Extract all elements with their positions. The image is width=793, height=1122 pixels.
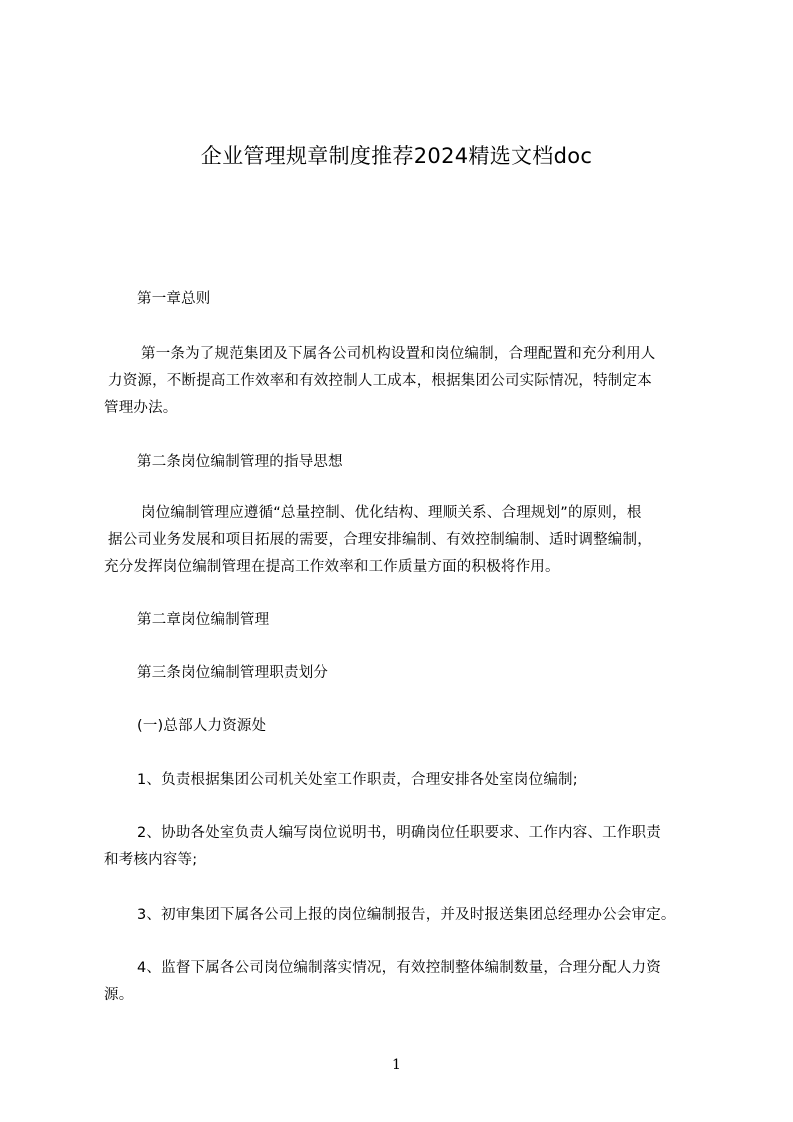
article-1-line-1: 第一条为了规范集团及下属各公司机构设置和岗位编制，合理配置和充分利用人 [141, 346, 656, 362]
article-1-line-2: 力资源，不断提高工作效率和有效控制人工成本，根据集团公司实际情况，特制定本 [108, 373, 652, 389]
section-1-heading: (一)总部人力资源处 [137, 718, 267, 734]
item-3: 3、初审集团下属各公司上报的岗位编制报告，并及时报送集团总经理办公会审定。 [137, 907, 676, 923]
item-2-paragraph [104, 820, 724, 874]
page-number: 1 [392, 1057, 401, 1073]
chapter-2-heading: 第二章岗位编制管理 [137, 612, 270, 628]
article-3-heading: 第三条岗位编制管理职责划分 [137, 665, 329, 681]
chapter-1-heading: 第一章总则 [137, 291, 211, 307]
article-2-line-3: 充分发挥岗位编制管理在提高工作效率和工作质量方面的积极将作用。 [104, 559, 560, 575]
item-1: 1、负责根据集团公司机关处室工作职责，合理安排各处室岗位编制; [137, 772, 578, 788]
article-2-line-2: 据公司业务发展和项目拓展的需要，合理安排编制、有效控制编制、适时调整编制， [108, 532, 652, 548]
article-2-line-1: 岗位编制管理应遵循“总量控制、优化结构、理顺关系、合理规划”的原则，根 [141, 505, 642, 521]
article-2-paragraph [104, 500, 724, 581]
article-1-paragraph [104, 341, 724, 422]
item-4-line-1: 4、监督下属各公司岗位编制落实情况，有效控制整体编制数量，合理分配人力资 [137, 960, 661, 976]
article-2-heading: 第二条岗位编制管理的指导思想 [137, 454, 343, 470]
item-4-line-2: 源。 [104, 987, 134, 1003]
document-title: 企业管理规章制度推荐2024精选文档doc [200, 144, 593, 168]
item-4-paragraph [104, 955, 724, 1009]
item-2-line-1: 2、协助各处室负责人编写岗位说明书，明确岗位任职要求、工作内容、工作职责 [137, 825, 661, 841]
item-2-line-2: 和考核内容等; [104, 852, 198, 868]
article-1-line-3: 管理办法。 [104, 400, 178, 416]
